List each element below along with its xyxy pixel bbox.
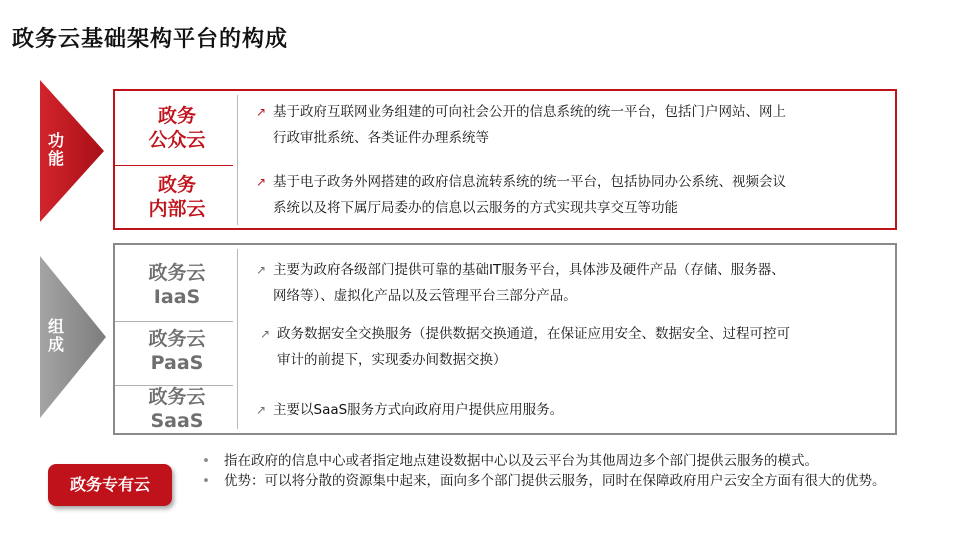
row-label: 政务云 PaaS — [148, 328, 206, 374]
function-table — [113, 89, 897, 230]
page-title: 政务云基础架构平台的构成 — [12, 27, 289, 52]
arrow-up-right-icon: ↗ — [260, 327, 271, 341]
composition-chevron-label: 组 成 — [47, 317, 64, 354]
composition-row-saas — [115, 385, 895, 433]
bullet-item: • 指在政府的信息中心或者指定地点建设数据中心以及云平台为其他周边多个部门提供云服务的模式。 — [202, 453, 818, 469]
function-chevron — [40, 80, 110, 222]
private-cloud-bullets — [200, 452, 890, 490]
arrow-up-right-icon: ↗ — [256, 403, 267, 417]
function-row-internal-cloud — [115, 161, 895, 229]
row-description: ↗ 基于政府互联网业务组建的可向社会公开的信息系统的统一平台，包括门户网站、网上 行政审批系统、各类证件办理系统等 — [251, 99, 887, 151]
composition-table — [113, 243, 897, 435]
row-description: ↗ 主要以SaaS服务方式向政府用户提供应用服务。 — [251, 397, 887, 423]
composition-row-iaas — [115, 245, 895, 319]
arrow-up-right-icon: ↗ — [256, 175, 267, 189]
function-row-public-cloud — [115, 91, 895, 161]
row-description: ↗ 主要为政府各级部门提供可靠的基础IT服务平台，具体涉及硬件产品（存储、服务器、 网络等）、虚拟化产品以及云管理平台三部分产品。 — [251, 257, 887, 309]
row-description: ↗ 基于电子政务外网搭建的政府信息流转系统的统一平台，包括协同办公系统、视频会议 系统以及将下属厅局委办的信息以云服务的方式实现共享交互等功能 — [251, 169, 887, 221]
arrow-up-right-icon: ↗ — [256, 105, 267, 119]
row-label: 政务云 IaaS — [148, 262, 206, 308]
private-cloud-badge: 政务专有云 — [48, 464, 172, 506]
row-label: 政务 公众云 — [148, 105, 206, 151]
row-label: 政务 内部云 — [148, 174, 206, 220]
composition-chevron — [40, 256, 110, 418]
bullet-icon: • — [202, 473, 210, 489]
function-chevron-label: 功 能 — [47, 131, 64, 168]
bullet-item: • 优势：可以将分散的资源集中起来，面向多个部门提供云服务，同时在保障政府用户云安全方面有很大的优势。 — [202, 473, 886, 489]
composition-row-paas — [115, 321, 895, 383]
bullet-icon: • — [202, 453, 210, 469]
row-description: ↗ 政务数据安全交换服务（提供数据交换通道，在保证应用安全、数据安全、过程可控可 审计的前提下，实现委办间数据交换） — [255, 321, 887, 373]
arrow-up-right-icon: ↗ — [256, 263, 267, 277]
row-label: 政务云 SaaS — [148, 386, 206, 432]
